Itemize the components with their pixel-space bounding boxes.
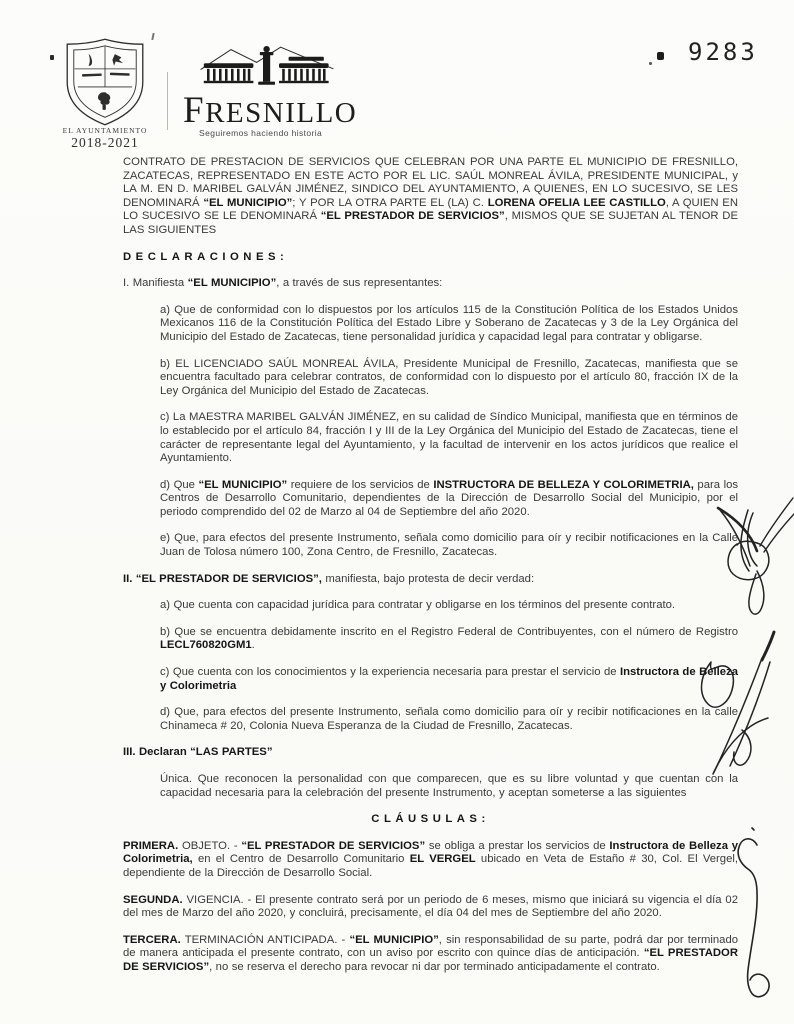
kiosk-monument-icon <box>183 44 351 100</box>
signature-scribble-lower <box>738 828 769 997</box>
paragraph-decl-ii-b: b) Que se encuentra debidamente inscrito en el Registro Federal de Contribuyentes, con el número de Registro LECL760820GM1. <box>160 625 738 652</box>
paragraph-decl-i-e: e) Que, para efectos del presente Instrumento, señala como domicilio para oír y recibir notificaciones en la Calle Juan de Tolosa número 100, Zona Centro, de Fresnillo, Zacatecas. <box>160 532 738 559</box>
paragraph-clausula-segunda: SEGUNDA. VIGENCIA. - El presente contrato será por un periodo de 6 meses, mismo que iniciará su vigencia el día 02 del mes de Marzo del año 2020, y concluirá, precisamente, el día 04 del mes de Septiembre del año 2020. <box>123 893 738 920</box>
paragraph-intro: CONTRATO DE PRESTACION DE SERVICIOS QUE CELEBRAN POR UNA PARTE EL MUNICIPIO DE FRESNILLO, ZACATECAS, REPRESENTADO EN ESTE ACTO POR EL LIC. SAÚL MONREAL ÁVILA, PRESIDENTE MUNICIPAL, y LA M. EN D. MARIBEL GALVÁN JIMÉNEZ, SINDICO DEL AYUNTAMIENTO, A QUIENES, EN LO SUCESIVO, SE LES DENOMINARÁ “EL MUNICIPIO”; Y POR LA OTRA PARTE EL (LA) C. LORENA OFELIA LEE CASTILLO, A QUIEN EN LO SUCESIVO SE LE DENOMINARÁ “EL PRESTADOR DE SERVICIOS”, MISMOS QUE SE SUJETAN AL TENOR DE LAS SIGUIENTES <box>123 156 739 236</box>
paragraph-decl-ii-a: a) Que cuenta con capacidad jurídica para contratar y obligarse en los términos del presente contrato. <box>160 599 676 612</box>
paragraph-declaraciones-heading: DECLARACIONES: <box>123 250 289 263</box>
paragraph-decl-i-c: c) La MAESTRA MARIBEL GALVÁN JIMÉNEZ, en su calidad de Síndico Municipal, manifiesta que en términos de lo establecido por el artículo 84, fracción I y III de la Ley Orgánica del Municipio del Estado de Zacatecas, tiene el carácter de representante legal del Ayuntamiento, y la facultad de intervenir en los actos jurídicos que realice el Ayuntamiento. <box>160 411 738 465</box>
scan-speck <box>649 62 652 65</box>
scan-speck <box>50 55 54 60</box>
paragraph-clausula-tercera: TERCERA. TERMINACIÓN ANTICIPADA. - “EL MUNICIPIO”, sin responsabilidad de su parte, podrá dar por terminado de manera anticipada el presente contrato, con un aviso por escrito con quince días de anticipación. “EL PRESTADOR DE SERVICIOS”, no se reserva el derecho para revocar ni dar por terminado anticipadamente el contrato. <box>123 933 739 973</box>
paragraph-clausula-primera: PRIMERA. OBJETO. - “EL PRESTADOR DE SERVICIOS” se obliga a prestar los servicios de Instructora de Belleza y Colorimetria, en el Centro de Desarrollo Comunitario EL VERGEL ubicado en Veta de Estaño # 30, Col. El Vergel, dependiente de la Dirección de Desarrollo Social. <box>123 839 739 879</box>
paragraph-decl-iii: III. Declaran “LAS PARTES” <box>123 746 273 759</box>
paragraph-decl-i-d: d) Que “EL MUNICIPIO” requiere de los servicios de INSTRUCTORA DE BELLEZA Y COLORIMETRIA, para los Centros de Desarrollo Comunitario, dependientes de la Dirección de Desarrollo Social del Municipio, por el periodo comprendido del 02 de Marzo al 04 de Septiembre del año 2020. <box>160 478 739 518</box>
paragraph-clausulas-heading: CLÁUSULAS: <box>371 813 490 826</box>
paragraph-decl-iii-unica: Única. Que reconocen la personalidad con que comparecen, que es su libre voluntad y que cuentan con la capacidad necesaria para la celebración del presente Instrumento, y aceptan someterse a las siguientes <box>160 773 738 799</box>
shield-crest-icon <box>56 36 154 128</box>
folio-stamp-number: 9283 <box>688 38 758 66</box>
stamp-dot <box>657 52 664 60</box>
paragraph-decl-ii-c: c) Que cuenta con los conocimientos y la experiencia necesaria para prestar el servicio de Instructora de Belleza y Colorimetria <box>160 666 738 692</box>
brand-tagline: Seguiremos haciendo historia <box>199 128 323 138</box>
paragraph-decl-ii-d: d) Que, para efectos del presente Instrumento, señala como domicilio para oír y recibir notificaciones en la calle Chinameca # 20, Colonia Nueva Esperanza de la Ciudad de Fresnillo, Zacatecas. <box>160 706 738 732</box>
header-divider <box>167 72 168 130</box>
shield-years: 2018-2021 <box>71 135 139 150</box>
paragraph-decl-ii: II. “EL PRESTADOR DE SERVICIOS”, manifiesta, bajo protesta de decir verdad: <box>123 572 535 585</box>
contract-body <box>123 156 738 988</box>
paragraph-decl-i-b: b) EL LICENCIADO SAÚL MONREAL ÁVILA, Presidente Municipal de Fresnillo, Zacatecas, manifiesta que se encuentra facultado para celebrar contratos, de conformidad con lo dispuesto por el artículo 80, fracción IX de la Ley Orgánica del Municipio del Estado de Zacatecas. <box>160 357 738 397</box>
paragraph-decl-i-a: a) Que de conformidad con lo dispuestos por los artículos 115 de la Constitución Política de los Estados Unidos Mexicanos 116 de la Constitución Política del Estado Libre y Soberano de Zacatecas y 3 de la Ley Orgánica del Municipio del Estado de Zacatecas, tiene personalidad jurídica y capacidad legal para contratar y obligarse. <box>160 303 738 343</box>
brand-name: FRESNILLO <box>183 90 358 131</box>
paragraph-decl-i: I. Manifiesta “EL MUNICIPIO”, a través de sus representantes: <box>123 277 443 290</box>
municipal-shield <box>50 36 160 151</box>
fresnillo-logo <box>183 44 383 138</box>
shield-caption: EL AYUNTAMIENTO <box>62 126 148 135</box>
